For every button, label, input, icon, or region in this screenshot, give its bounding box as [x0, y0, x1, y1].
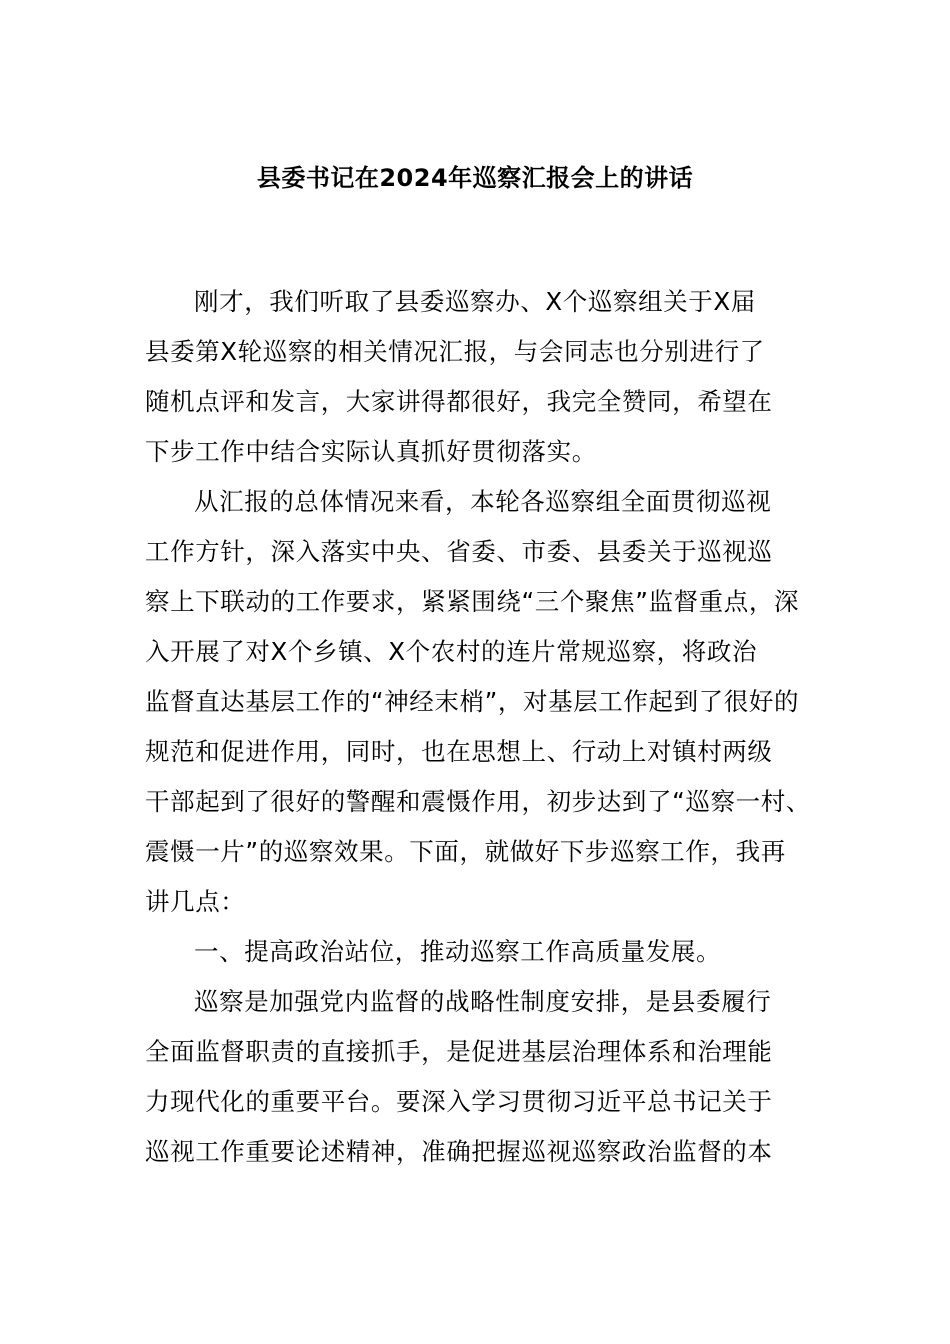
body-line: 工作方针，深入落实中央、省委、市委、县委关于巡视巡	[145, 537, 773, 566]
body-line: 监督直达基层工作的“神经末梢”，对基层工作起到了很好的	[145, 687, 800, 716]
body-line: 察上下联动的工作要求，紧紧围绕“三个聚焦”监督重点，深	[145, 587, 800, 616]
body-line: 刚才，我们听取了县委巡察办、X个巡察组关于X届	[194, 287, 756, 316]
body-line: 震慑一片”的巡察效果。下面，就做好下步巡察工作，我再	[145, 837, 786, 866]
body-line: 干部起到了很好的警醒和震慑作用，初步达到了“巡察一村、	[145, 787, 811, 816]
section-heading: 一、提高政治站位，推动巡察工作高质量发展。	[194, 937, 722, 966]
body-line: 巡察是加强党内监督的战略性制度安排，是县委履行	[194, 987, 772, 1016]
body-line: 从汇报的总体情况来看，本轮各巡察组全面贯彻巡视	[194, 487, 772, 516]
body-line: 规范和促进作用，同时，也在思想上、行动上对镇村两级	[145, 737, 773, 766]
body-line: 巡视工作重要论述精神，准确把握巡视巡察政治监督的本	[145, 1137, 773, 1166]
body-line: 入开展了对X个乡镇、X个农村的连片常规巡察，将政治	[145, 637, 758, 666]
body-line: 讲几点：	[145, 887, 246, 916]
document-title: 县委书记在2024年巡察汇报会上的讲话	[256, 164, 694, 192]
body-line: 下步工作中结合实际认真抓好贯彻落实。	[145, 437, 597, 466]
body-line: 随机点评和发言，大家讲得都很好，我完全赞同，希望在	[145, 387, 773, 416]
body-line: 力现代化的重要平台。要深入学习贯彻习近平总书记关于	[145, 1087, 773, 1116]
body-line: 全面监督职责的直接抓手，是促进基层治理体系和治理能	[145, 1037, 773, 1066]
body-line: 县委第X轮巡察的相关情况汇报，与会同志也分别进行了	[145, 337, 765, 366]
